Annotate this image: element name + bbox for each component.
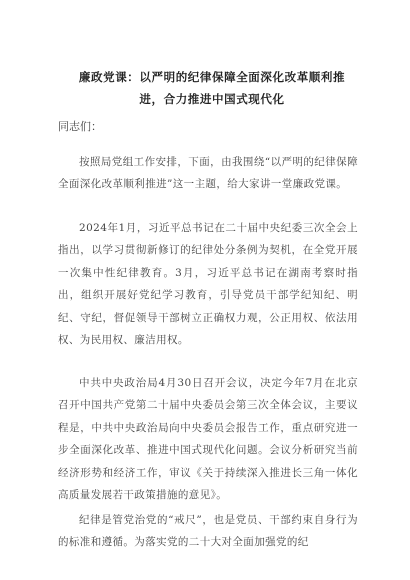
paragraph: 中共中央政治局4月30日召开会议，决定今年7月在北京召开中国共产党第二十届中央委员会第三次全体会议，主要议程是，中共中央政治局向中央委员会报告工作，重点研究进一步全面深化改革、推进中国式现代化问题。会议分析研究当前经济形势和经济工作，审议《关于持续深入推进长三角一体化高质量发展若干政策措施的意见》。 bbox=[58, 376, 358, 501]
paragraph: 按照局党组工作安排，下面，由我围绕“以严明的纪律保障全面深化改革顺利推进”这一主题，给大家讲一堂廉政党课。 bbox=[58, 155, 358, 190]
paragraph: 纪律是管党治党的“戒尺”，也是党员、干部约束自身行为的标准和遵循。为落实党的二十大对全面加强党的纪 bbox=[58, 513, 358, 548]
document-title: 廉政党课：以严明的纪律保障全面深化改革顺利推进，合力推进中国式现代化 bbox=[78, 70, 346, 106]
paragraph: 2024年1月，习近平总书记在二十届中央纪委三次全会上指出，以学习贯彻新修订的纪律处分条例为契机，在全党开展一次集中性纪律教育。3月，习近平总书记在湖南考察时指出，组织开展好党纪学习教育，引导党员干部学纪知纪、明纪、守纪，督促领导干部树立正确权力观，公正用权、依法用权、为民用权、廉洁用权。 bbox=[58, 221, 358, 346]
greeting: 同志们： bbox=[58, 120, 102, 133]
